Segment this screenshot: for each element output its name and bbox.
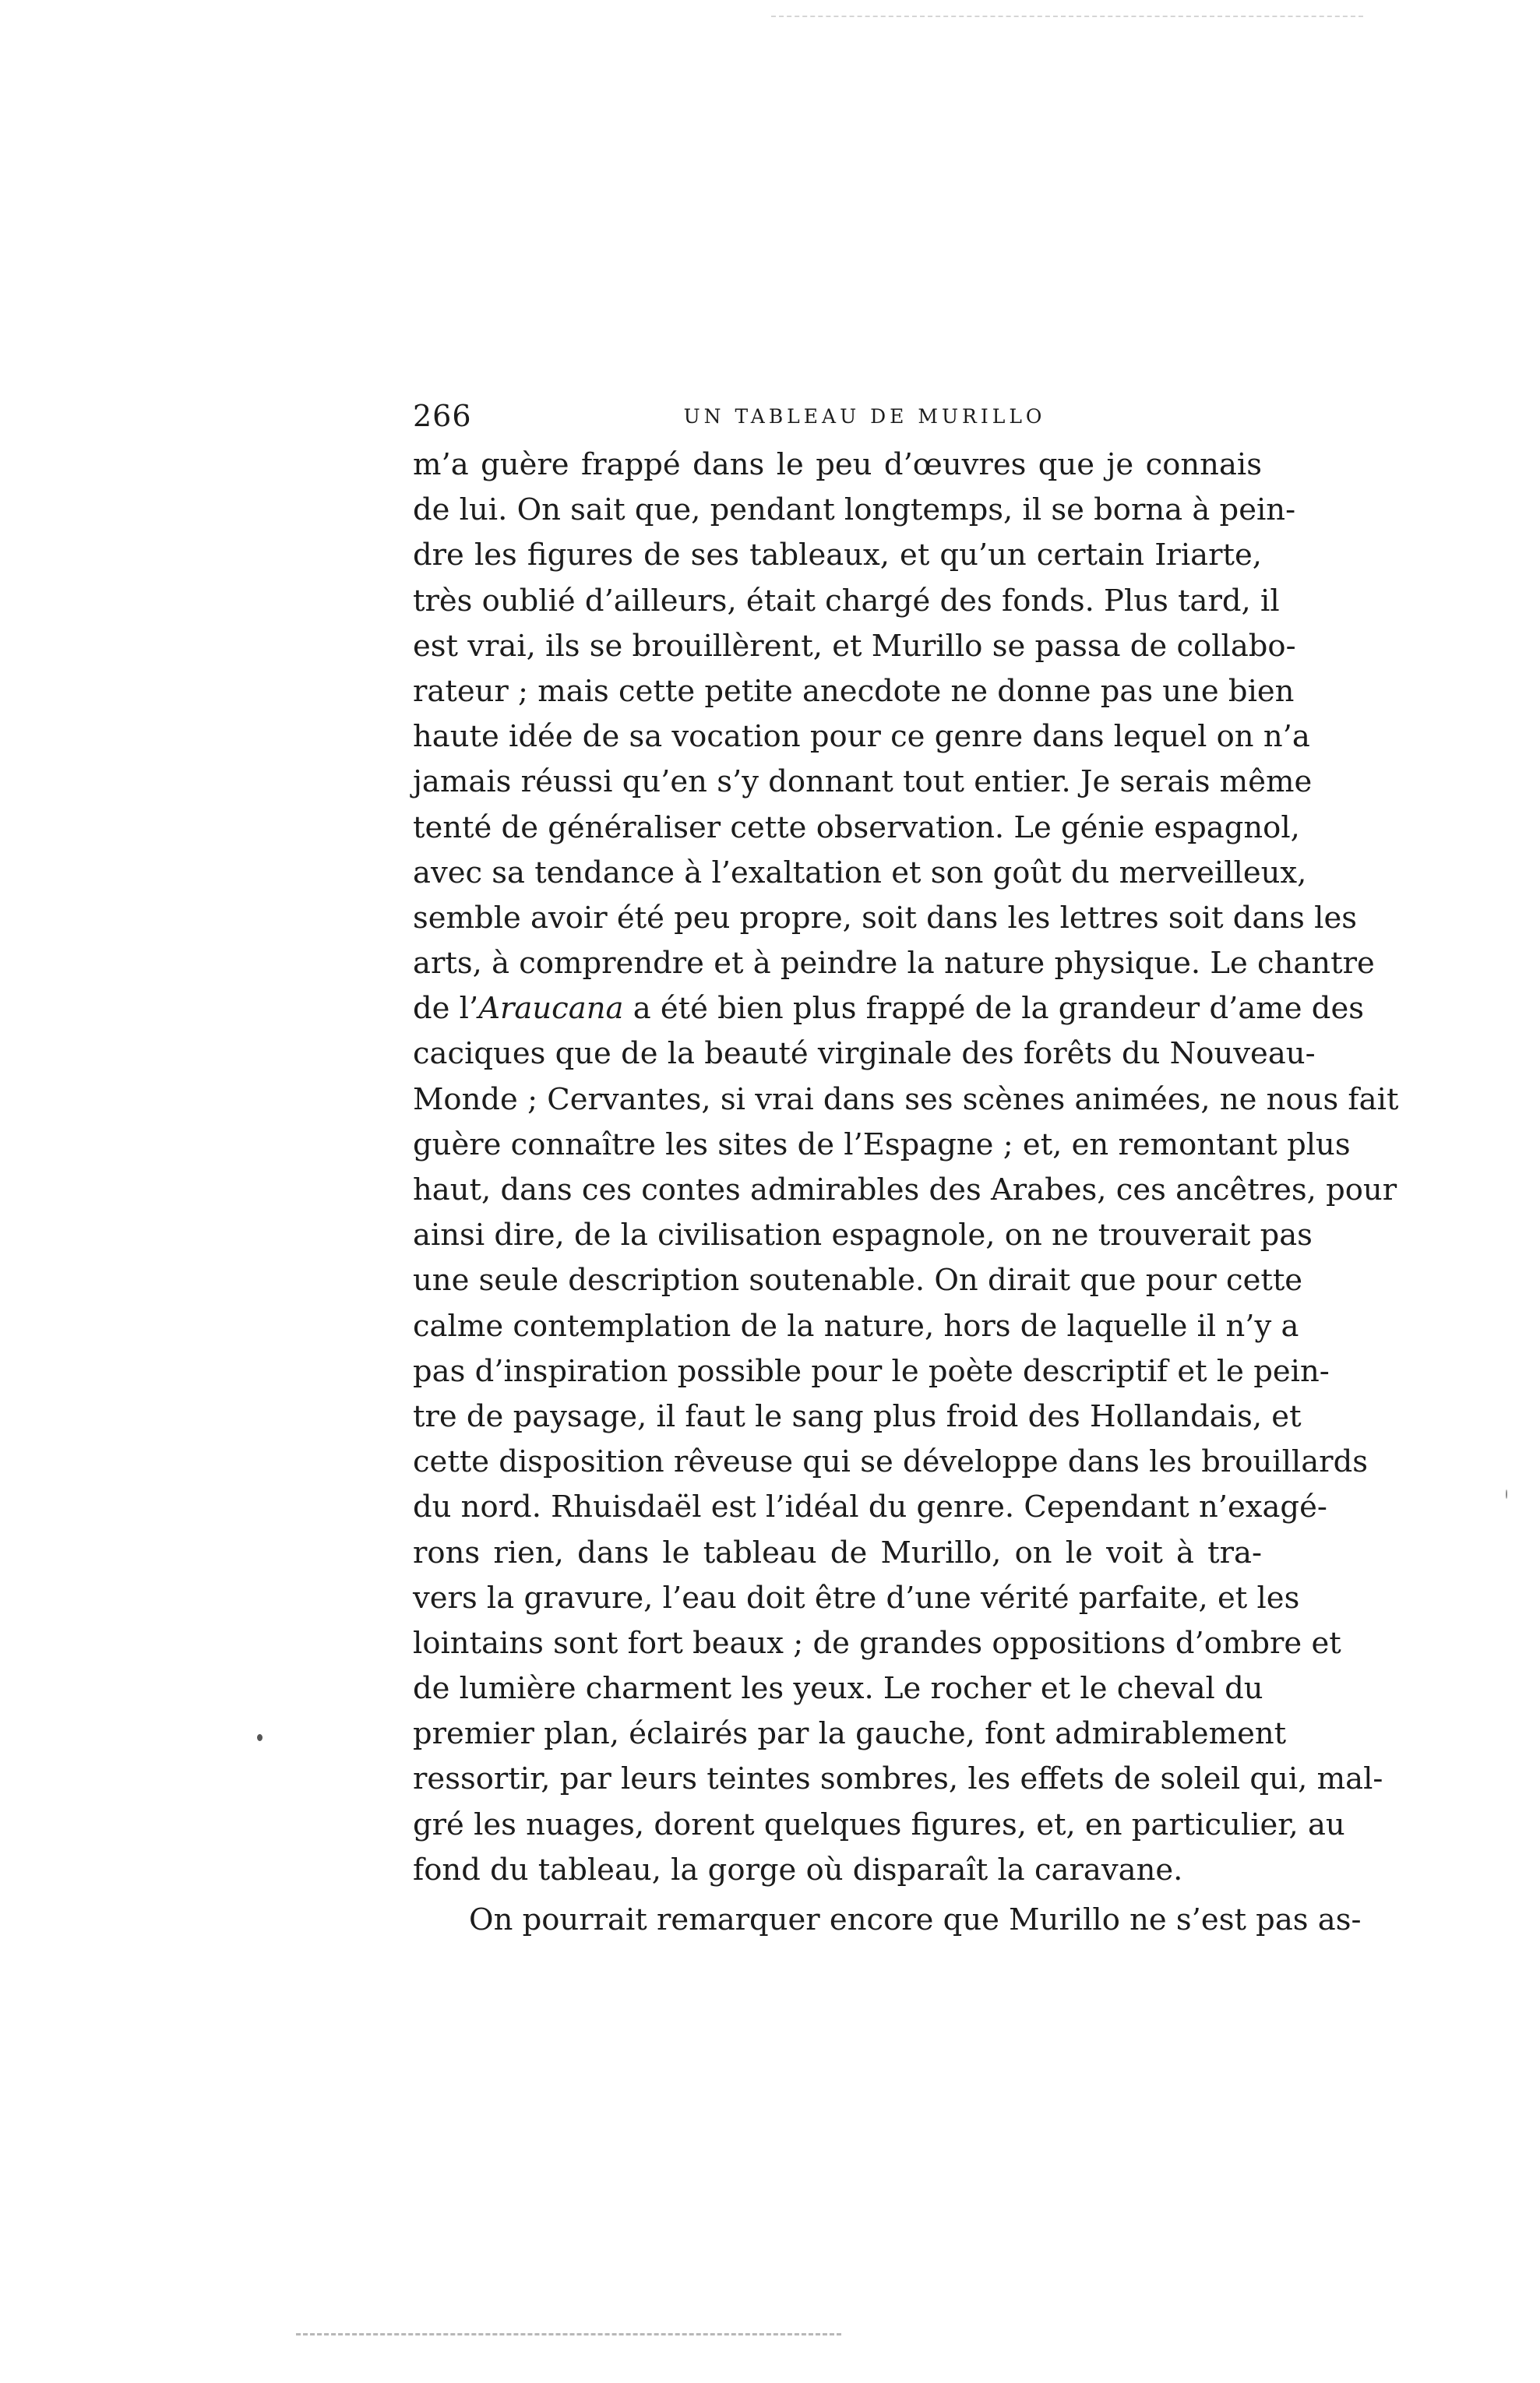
scan-artifact-top <box>771 16 1363 25</box>
text-line: avec sa tendance à l’exaltation et son goût du merveilleux, <box>413 855 1307 890</box>
text-line: du nord. Rhuisdaël est l’idéal du genre. Cependant n’exagé- <box>413 1489 1327 1525</box>
text-line: haute idée de sa vocation pour ce genre dans lequel on n’a <box>413 719 1310 755</box>
text-line: premier plan, éclairés par la gauche, font admirablement <box>413 1716 1287 1752</box>
text-line: pas d’inspiration possible pour le poète descriptif et le pein- <box>413 1353 1330 1389</box>
text-line: lointains sont fort beaux ; de grandes oppositions d’ombre et <box>413 1625 1341 1661</box>
text-line: fond du tableau, la gorge où disparaît la caravane. <box>413 1852 1183 1888</box>
work-title: Araucana <box>478 991 624 1027</box>
text-line: ressortir, par leurs teintes sombres, les effets de soleil qui, mal- <box>413 1761 1383 1797</box>
text-line: tenté de généraliser cette observation. Le génie espagnol, <box>413 809 1300 845</box>
text-line: rateur ; mais cette petite anecdote ne donne pas une bien <box>413 673 1295 709</box>
text-line: Monde ; Cervantes, si vrai dans ses scènes animées, ne nous fait <box>413 1081 1399 1117</box>
text-line: rons rien, dans le tableau de Murillo, on le voit à tra- <box>413 1535 1262 1570</box>
text-line: guère connaître les sites de l’Espagne ; et, en remontant plus <box>413 1126 1351 1162</box>
body-text <box>413 442 1399 1943</box>
text-line: arts, à comprendre et à peindre la nature physique. Le chantre <box>413 946 1375 982</box>
running-head: UN TABLEAU DE MURILLO <box>683 405 1046 428</box>
scan-artifact-bottom <box>296 2333 841 2343</box>
text-line: dre les figures de ses tableaux, et qu’un certain Iriarte, <box>413 538 1262 573</box>
text-line: cette disposition rêveuse qui se développe dans les brouillards <box>413 1444 1368 1480</box>
line-suffix: a été bien plus frappé de la grandeur d’ame des <box>623 991 1364 1027</box>
paragraph-1 <box>413 442 1399 1893</box>
text-line: ainsi dire, de la civilisation espagnole, on ne trouverait pas <box>413 1218 1313 1253</box>
text-line: de lui. On sait que, pendant longtemps, il se borna à pein- <box>413 492 1296 528</box>
text-line: gré les nuages, dorent quelques figures, et, en particulier, au <box>413 1807 1345 1842</box>
text-line: jamais réussi qu’en s’y donnant tout entier. Je serais même <box>413 764 1313 800</box>
text-line: très oublié d’ailleurs, était chargé des fonds. Plus tard, il <box>413 583 1280 619</box>
paragraph-2 <box>413 1898 1362 1943</box>
text-line: tre de paysage, il faut le sang plus froid des Hollandais, et <box>413 1398 1302 1434</box>
text-line: semble avoir été peu propre, soit dans les lettres soit dans les <box>413 900 1358 936</box>
text-line: une seule description soutenable. On dirait que pour cette <box>413 1263 1303 1299</box>
text-line: vers la gravure, l’eau doit être d’une vérité parfaite, et les <box>413 1580 1300 1616</box>
text-line-with-title <box>413 986 1364 1031</box>
page-number: 266 <box>413 399 472 433</box>
text-line: caciques que de la beauté virginale des forêts du Nouveau- <box>413 1036 1316 1072</box>
text-line: est vrai, ils se brouillèrent, et Murillo se passa de collabo- <box>413 628 1296 664</box>
text-line: m’a guère frappé dans le peu d’œuvres que je connais <box>413 447 1262 482</box>
page-header <box>413 399 1262 438</box>
text-line: On pourrait remarquer encore que Murillo ne s’est pas as- <box>469 1902 1362 1937</box>
line-prefix: de l’ <box>413 991 479 1027</box>
scan-speck <box>1506 1489 1507 1499</box>
text-line: de lumière charment les yeux. Le rocher et le cheval du <box>413 1671 1263 1707</box>
text-line: haut, dans ces contes admirables des Arabes, ces ancêtres, pour <box>413 1172 1397 1207</box>
text-line: calme contemplation de la nature, hors de laquelle il n’y a <box>413 1308 1299 1344</box>
scan-speck <box>257 1734 263 1741</box>
